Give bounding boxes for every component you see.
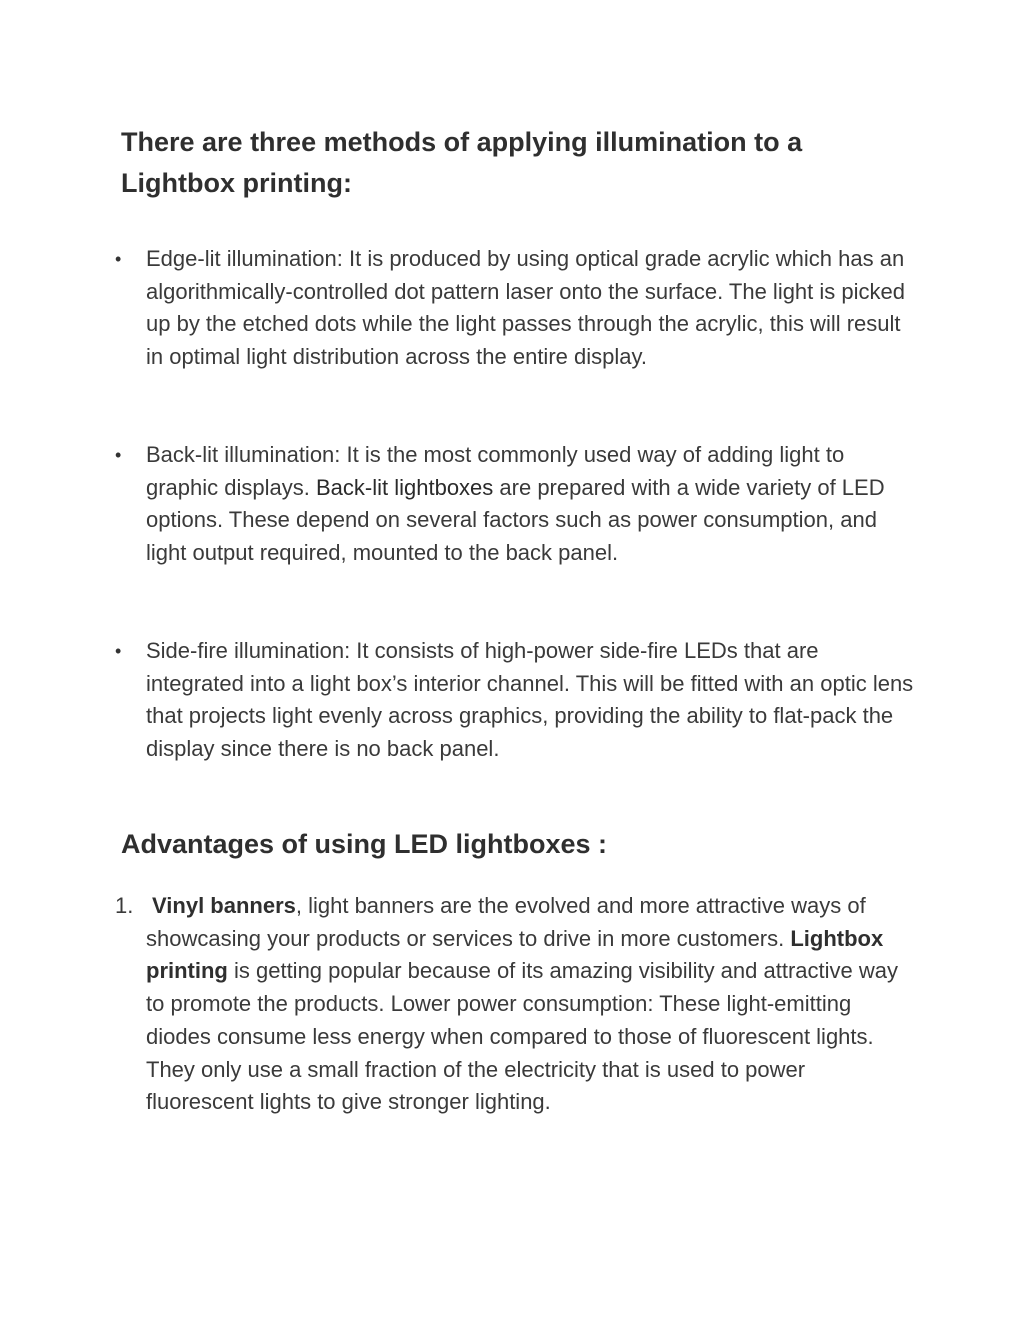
- list-item-text-continued: is getting popular because of its amazing visibility and attractive way to promote the products. Lower power consumption: These light-emitting diodes consume less energy when compared to those of fluorescent lights. They only use a small fraction of the electricity that is used to power fluorescent lights to give stronger lighting.: [146, 958, 898, 1115]
- methods-heading: There are three methods of applying illumination to a Lightbox printing:: [121, 127, 803, 198]
- vinyl-banners-link[interactable]: Vinyl banners: [152, 893, 296, 918]
- list-item-text: Side-fire illumination: It consists of high-power side-fire LEDs that are integrated into a light box’s interior channel. This will be fitted with an optic lens that projects light evenly across graphics, providing the ability to flat-pack the display since there is no back panel.: [146, 638, 914, 762]
- bullet-icon: •: [115, 445, 122, 465]
- list-item-side-fire: [115, 635, 916, 766]
- list-item-text-continued: are prepared with a wide variety of LED options. These depend on several factors such as power consumption, and light output required, mounted to the back panel.: [146, 474, 885, 566]
- list-number: 1.: [115, 893, 134, 918]
- bullet-icon: •: [115, 641, 122, 661]
- list-item-advantage-1: [115, 890, 916, 1119]
- advantages-heading: Advantages of using LED lightboxes :: [121, 829, 608, 859]
- bullet-icon: •: [115, 249, 122, 269]
- lightbox-printing-link[interactable]: Lightbox printing: [146, 925, 884, 984]
- list-item-text: Edge-lit illumination: It is produced by using optical grade acrylic which has an algorithmically-controlled dot pattern laser onto the surface. The light is picked up by the etched dots while the light passes through the acrylic, this will result in optimal light distribution across the entire display.: [146, 246, 905, 370]
- list-item-text: Back-lit illumination: It is the most commonly used way of adding light to graphic displays.: [146, 442, 845, 500]
- list-item-back-lit: [115, 439, 916, 570]
- list-item-text: , light banners are the evolved and more attractive ways of showcasing your products or services to drive in more customers.: [146, 893, 866, 951]
- list-item-edge-lit: [115, 243, 916, 374]
- back-lit-lightboxes-link[interactable]: Back-lit lightboxes: [315, 474, 494, 500]
